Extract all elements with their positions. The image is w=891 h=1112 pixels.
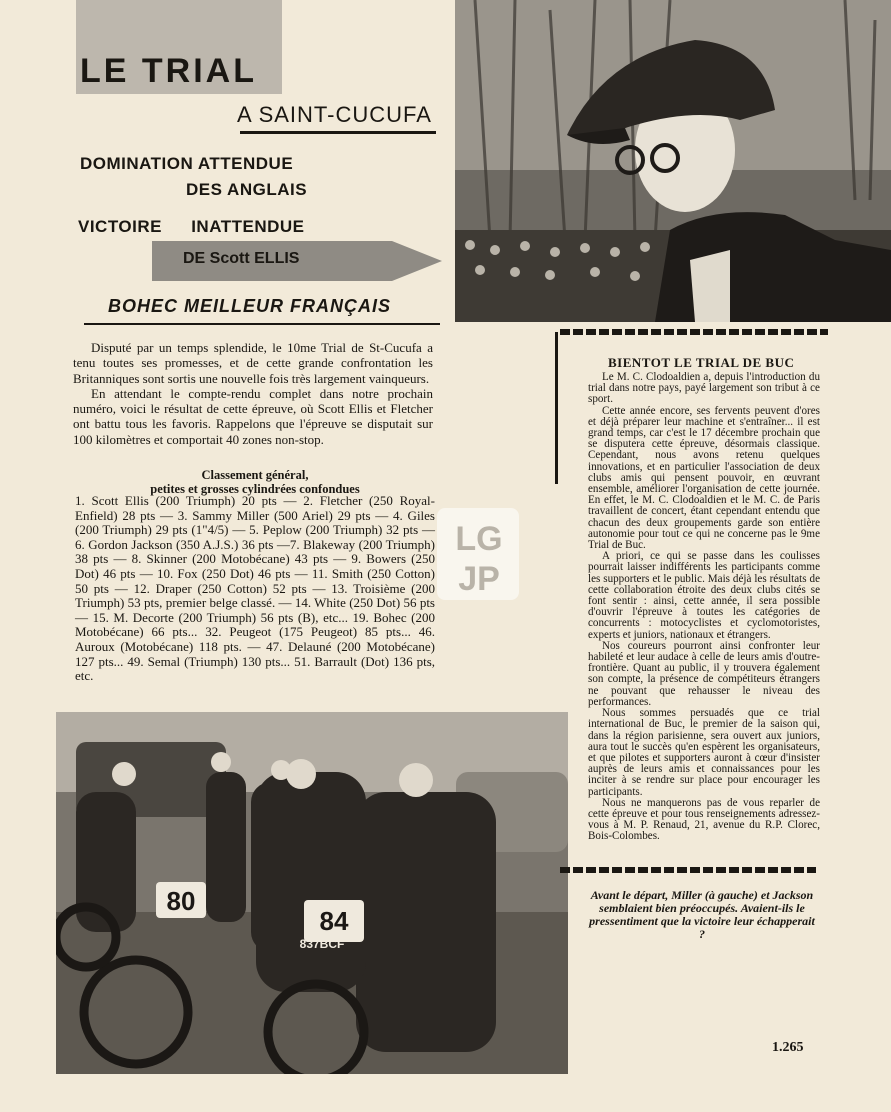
arrow-banner-text: DE Scott ELLIS [183, 250, 300, 267]
headline-victoire: VICTOIRE INATTENDUE [78, 217, 305, 236]
headline-domination-line1: DOMINATION ATTENDUE [80, 154, 294, 173]
sidebar-paragraph: Nous ne manquerons pas de vous reparler de cette épreuve et pour tous renseignements adressez-vous à M. P. Renaud, 21, avenue du R.P. Clorec, Bois-Colombes. [588, 796, 820, 843]
subtitle-rule [240, 131, 436, 134]
subtitle: A SAINT-CUCUFA [237, 102, 432, 127]
riders-start-photo [56, 712, 568, 1074]
intro-text [73, 340, 433, 447]
intro-paragraph-2: En attendant le compte-rendu complet dans notre prochain numéro, voici le résultat de cette épreuve, où Scott Ellis et Fletcher ont battu tous les favoris. Rappelons que l'épreuve se disputait sur 100 kilomètres et comportait 40 zones non-stop. [73, 385, 433, 447]
sidebar-text [588, 372, 820, 843]
sidebar-top-border [560, 329, 828, 335]
sidebar-paragraph: Cette année encore, ses fervents peuvent d'ores et déjà préparer leur machine et s'entraîner... il est grand temps, car c'est le 17 décembre prochain que se disputera cette épreuve, désormais classique. Cependant, nous avons retenu quelques innovations, et en particulier l'association de deux clubs amis qui pensent pouvoir, en œuvrant ensemble, améliorer l'organisation de cette journée. En effet, le M. C. Clodoaldien et le M. C. de Paris travaillent de concert, étant cependant entendu que chacun des deux groupements garde son entière autonomie pour tout ce qui ne concerne pas le 9me Trial de Buc. [588, 404, 820, 552]
page-number: 1.265 [772, 1040, 804, 1055]
plate-right-number: 84 [319, 906, 349, 936]
watermark-logo [437, 508, 519, 600]
classement-results: 1. Scott Ellis (200 Triumph) 20 pts — 2. Fletcher (250 Royal-Enfield) 28 pts — 3. Sammy Miller (500 Ariel) 29 pts — 4. Giles (200 Triumph) 29 pts (1"4/5) — 5. Peplow (200 Triumph) 32 pts — 6. Gordon Jackson (350 A.J.S.) 36 pts —7. Blakeway (200 Triumph) 38 pts — 8. Skinner (200 Motobécane) 43 pts — 9. Bowers (250 Dot) 46 pts — 10. Fox (250 Dot) 46 pts — 11. Smith (250 Cotton) 50 pts — 12. Draper (250 Cotton) 52 pts — 13. Troisième (200 Triumph) 53 pts, premier belge classé. — 14. White (250 Dot) 56 pts — 15. M. Decorte (200 Triumph) 56 pts (B), etc... 19. Bohec (200 Motobécane) 66 pts... 32. Peugeot (175 Peugeot) 85 pts... 46. Auroux (Motobécane) 118 pts. — 47. Delauné (200 Motobécane) 127 pts... 49. Semal (Triumph) 130 pts... 51. Barrault (Dot) 136 pts, etc. [75, 493, 435, 684]
classement-heading [90, 468, 420, 496]
plate-registration: 837BCF [299, 937, 345, 951]
classement-heading-line2: petites et grosses cylindrées confondues [150, 482, 360, 496]
watermark-line2: JP [458, 560, 500, 598]
sidebar-paragraph: Nos coureurs pourront ainsi confronter leur habileté et leur audace à celle de leurs amis d'outre-frontière. Quant au public, il y trouvera également son compte, la présence de compétiteurs étrangers ne pouvant que rehausser le niveau des performances. [588, 639, 820, 708]
sidebar-paragraph: Nous sommes persuadés que ce trial international de Buc, le premier de la saison qui, dans la région parisienne, sera ouvert aux juniors, aura tout le succès qu'en espèrent les organisateurs, et que pilotes et supporters auront à cœur d'insister auprès de leurs amis et connaissances pour les inciter à se rendre sur place pour encourager les participants. [588, 707, 820, 798]
watermark-line1: LG [455, 520, 503, 558]
classement-heading-line1: Classement général, [201, 468, 309, 482]
sidebar-left-border [555, 332, 558, 484]
sidebar-title: BIENTOT LE TRIAL DE BUC [608, 355, 795, 370]
sidebar-bottom-border [560, 867, 816, 873]
sidebar-paragraph: Le M. C. Clodoaldien a, depuis l'introduction du trial dans notre pays, payé largement son tribut à ce sport. [588, 371, 820, 406]
page-title: LE TRIAL [80, 52, 257, 90]
headline-bohec: BOHEC MEILLEUR FRANÇAIS [108, 296, 391, 316]
rider-portrait-photo [455, 0, 891, 322]
bohec-rule [84, 323, 440, 325]
intro-paragraph-1: Disputé par un temps splendide, le 10me Trial de St-Cucufa a tenu toutes ses promesses, et de cette grande confrontation les Britanniques sont sortis une nouvelle fois très largement vainqueurs. [73, 340, 433, 386]
sidebar-paragraph: A priori, ce qui se passe dans les coulisses pourrait laisser indifférents les participants comme les supporters et le public. Mais déjà les résultats de cette collaboration étroite des deux clubs cités se font sentir : ainsi, cette année, il sera possible d'ouvrir l'épreuve à toutes les catégories de concurrents : motocyclistes et cyclomotoristes, experts et juniors, nationaux et étrangers. [588, 550, 820, 641]
plate-left-number: 80 [166, 886, 196, 916]
headline-domination-line2: DES ANGLAIS [186, 180, 308, 199]
photo-caption: Avant le départ, Miller (à gauche) et Jackson semblaient bien préoccupés. Avaient-ils le pressentiment que la victoire leur échapperait ? [589, 888, 815, 941]
